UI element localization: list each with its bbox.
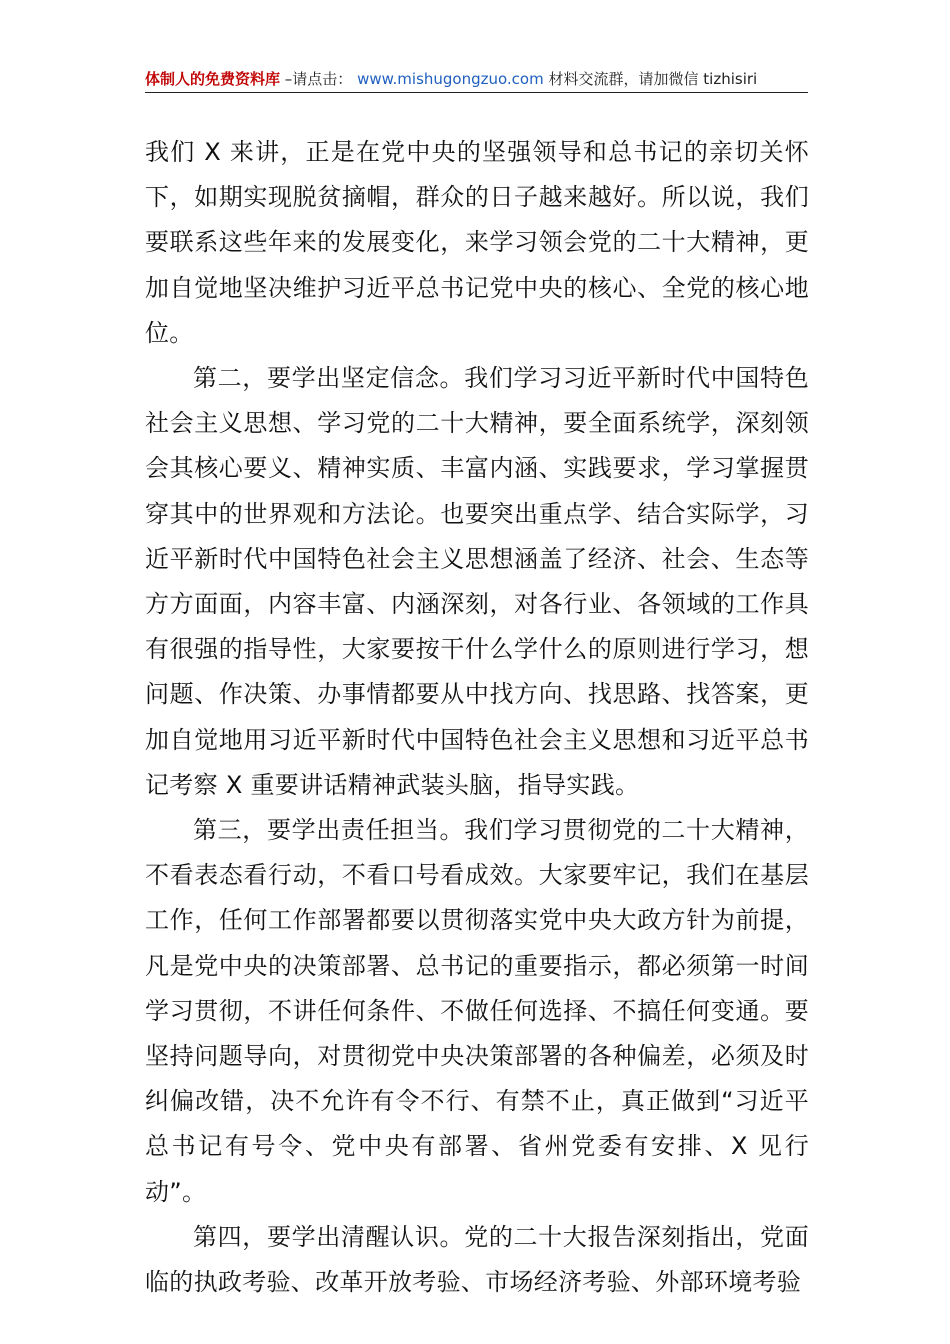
page-header	[145, 66, 808, 93]
paragraph-continuation: 我们 X 来讲，正是在党中央的坚强领导和总书记的亲切关怀下，如期实现脱贫摘帽，群众的日子越来越好。所以说，我们要联系这些年来的发展变化，来学习领会党的二十大精神，更加自觉地坚决维护习近平总书记党中央的核心、全党的核心地位。	[145, 138, 809, 347]
paragraph-third-point: 第三，要学出责任担当。我们学习贯彻党的二十大精神，不看表态看行动，不看口号看成效。大家要牢记，我们在基层工作，任何工作部署都要以贯彻落实党中央大政方针为前提，凡是党中央的决策部署、总书记的重要指示，都必须第一时间学习贯彻，不讲任何条件、不做任何选择、不搞任何变通。要坚持问题导向，对贯彻党中央决策部署的各种偏差，必须及时纠偏改错，决不允许有令不行、有禁不止，真正做到“习近平总书记有号令、党中央有部署、省州党委有安排、X 见行动”。	[145, 816, 809, 1206]
header-brand: 体制人的免费资料库	[145, 70, 281, 88]
document-body	[145, 130, 809, 1305]
header-url-link[interactable]: www.mishugongzuo.com	[357, 70, 544, 88]
header-note: 材料交流群，请加微信 tizhisiri	[548, 70, 758, 88]
paragraph-second-point: 第二，要学出坚定信念。我们学习习近平新时代中国特色社会主义思想、学习党的二十大精神，要全面系统学，深刻领会其核心要义、精神实质、丰富内涵、实践要求，学习掌握贯穿其中的世界观和方法论。也要突出重点学、结合实际学，习近平新时代中国特色社会主义思想涵盖了经济、社会、生态等方方面面，内容丰富、内涵深刻，对各行业、各领域的工作具有很强的指导性，大家要按干什么学什么的原则进行学习，想问题、作决策、办事情都要从中找方向、找思路、找答案，更加自觉地用习近平新时代中国特色社会主义思想和习近平总书记考察 X 重要讲话精神武装头脑，指导实践。	[145, 364, 809, 799]
header-click-prompt: –请点击：	[284, 70, 353, 88]
paragraph-fourth-point: 第四，要学出清醒认识。党的二十大报告深刻指出，党面临的执政考验、改革开放考验、市场经济考验、外部环境考验	[145, 1222, 809, 1297]
